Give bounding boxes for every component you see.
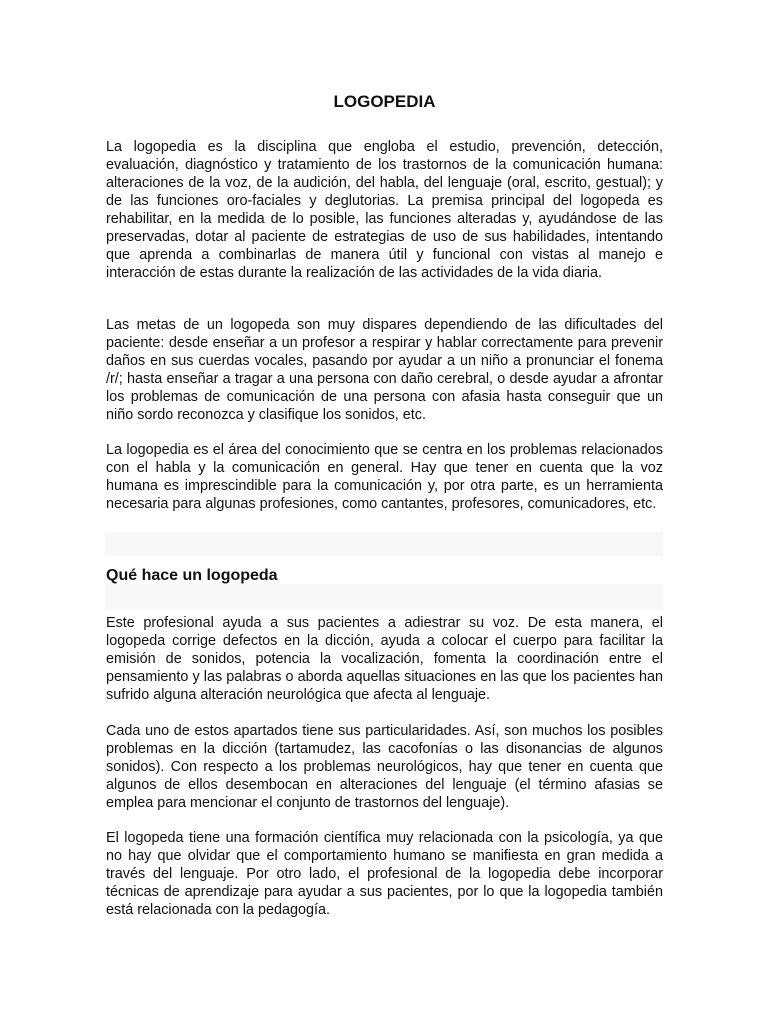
section-shade-band-bottom — [106, 584, 663, 610]
paragraph-definition: La logopedia es la disciplina que engloba el estudio, prevención, detección, evaluación, diagnóstico y tratamiento de los trastornos de la comunicación humana: alteraciones de la voz, de la audición, del habla, del lenguaje (oral, escrito, gestual); y de las funciones oro-faciales y deglutorias. La premisa principal del logopeda es rehabilitar, en la medida de lo posible, las funciones alteradas y, ayudándose de las preservadas, dotar al paciente de estrategias de uso de sus habilidades, intentando que aprenda a combinarlas de manera útil y funcional con vistas al manejo e interacción de estas durante la realización de las actividades de la vida diaria. — [106, 139, 663, 281]
section-shade-band-top — [106, 532, 663, 556]
paragraph-goals: Las metas de un logopeda son muy dispares dependiendo de las dificultades del paciente: desde enseñar a un profesor a respirar y hablar correctamente para prevenir daños en sus cuerdas vocales, pasando por ayudar a un niño a pronunciar el fonema /r/; hasta enseñar a tragar a una persona con daño cerebral, o desde ayudar a afrontar los problemas de comunicación de una persona con afasia hasta conseguir que un niño sordo reconozca y clasifique los sonidos, etc. — [106, 317, 663, 423]
paragraph-what-does: Este profesional ayuda a sus pacientes a adiestrar su voz. De esta manera, el logopeda corrige defectos en la dicción, ayuda a colocar el cuerpo para facilitar la emisión de sonidos, potencia la vocalización, fomenta la coordinación entre el pensamiento y las palabras o aborda aquellas situaciones en las que los pacientes han sufrido alguna alteración neurológica que afecta al lenguaje. — [106, 615, 663, 703]
paragraph-particularities: Cada uno de estos apartados tiene sus particularidades. Así, son muchos los posibles problemas en la dicción (tartamudez, las cacofonías o las disonancias de algunos sonidos). Con respecto a los problemas neurológicos, hay que tener en cuenta que algunos de ellos desembocan en alteraciones del lenguaje (el término afasias se emplea para mencionar el conjunto de trastornos del lenguaje). — [106, 723, 663, 811]
page-title: LOGOPEDIA — [333, 92, 436, 111]
paragraph-training: El logopeda tiene una formación científica muy relacionada con la psicología, ya que no hay que olvidar que el comportamiento humano se manifiesta en gran medida a través del lenguaje. Por otro lado, el profesional de la logopedia debe incorporar técnicas de aprendizaje para ayudar a sus pacientes, por lo que la logopedia también está relacionada con la pedagogía. — [106, 830, 663, 918]
section-heading: Qué hace un logopeda — [106, 567, 278, 584]
paragraph-area: La logopedia es el área del conocimiento que se centra en los problemas relacionados con el habla y la comunicación en general. Hay que tener en cuenta que la voz humana es imprescindible para la comunicación y, por otra parte, es un herramienta necesaria para algunas profesiones, como cantantes, profesores, comunicadores, etc. — [106, 442, 663, 512]
